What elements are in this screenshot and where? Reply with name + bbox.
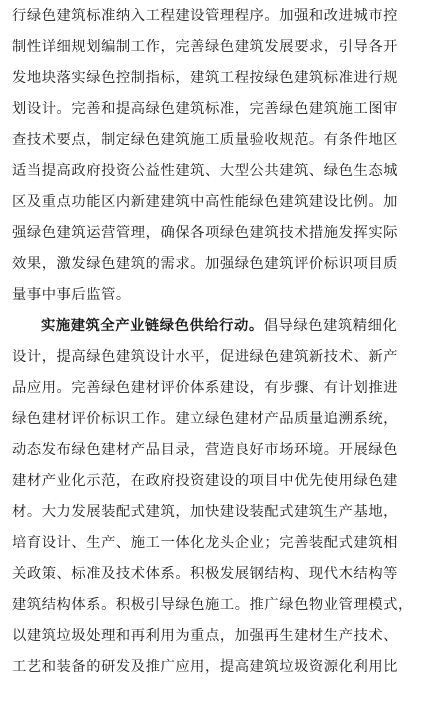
paragraph-2-line: 关政策、标准及技术体系。积极发展钢结构、现代木结构等 [12, 566, 399, 582]
paragraph-2-first-line-rest: 倡导绿色建筑精细化 [263, 318, 398, 334]
paragraph-2-line: 建材产业化示范，在政府投资建设的项目中优先使用绿色建 [12, 473, 399, 489]
paragraph-2-line: 以建筑垃圾处理和再利用为重点，加强再生建材生产技术、 [12, 628, 399, 644]
paragraph-1-line: 行绿色建筑标准纳入工程建设管理程序。加强和改进城市控 [12, 8, 399, 24]
paragraph-1-line: 效果，激发绿色建筑的需求。加强绿色建筑评价标识项目质 [12, 256, 399, 272]
paragraph-1-line: 量事中事后监管。 [12, 287, 131, 303]
paragraph-2-first-line [41, 316, 397, 336]
paragraph-2-line: 动态发布绿色建材产品目录，营造良好市场环境。开展绿色 [12, 442, 399, 458]
paragraph-1-line: 强绿色建筑运营管理，确保各项绿色建筑技术措施发挥实际 [12, 225, 399, 241]
paragraph-2-line: 设计，提高绿色建筑设计水平，促进绿色建筑新技术、新产 [12, 349, 399, 365]
paragraph-1-line: 适当提高政府投资公益性建筑、大型公共建筑、绿色生态城 [12, 163, 399, 179]
paragraph-2-line: 材。大力发展装配式建筑，加快建设装配式建筑生产基地， [12, 504, 399, 520]
paragraph-2-line: 工艺和装备的研发及推广应用，提高建筑垃圾资源化利用比 [12, 659, 399, 675]
paragraph-2-line: 培育设计、生产、施工一体化龙头企业；完善装配式建筑相 [12, 535, 399, 551]
paragraph-1-line: 查技术要点，制定绿色建筑施工质量验收规范。有条件地区 [12, 132, 399, 148]
paragraph-1-line: 区及重点功能区内新建建筑中高性能绿色建筑建设比例。加 [12, 194, 399, 210]
paragraph-2-line: 绿色建材评价标识工作。建立绿色建材产品质量追溯系统， [12, 411, 399, 427]
paragraph-1-line: 划设计。完善和提高绿色建筑标准，完善绿色建筑施工图审 [12, 101, 399, 117]
paragraph-2-line: 品应用。完善绿色建材评价体系建设，有步骤、有计划推进 [12, 380, 399, 396]
paragraph-1-line: 发地块落实绿色控制指标，建筑工程按绿色建筑标准进行规 [12, 70, 399, 86]
paragraph-1-line: 制性详细规划编制工作，完善绿色建筑发展要求，引导各开 [12, 39, 399, 55]
paragraph-2-heading: 实施建筑全产业链绿色供给行动。 [41, 318, 264, 334]
paragraph-2-line: 建筑结构体系。积极引导绿色施工。推广绿色物业管理模式， [12, 597, 413, 613]
